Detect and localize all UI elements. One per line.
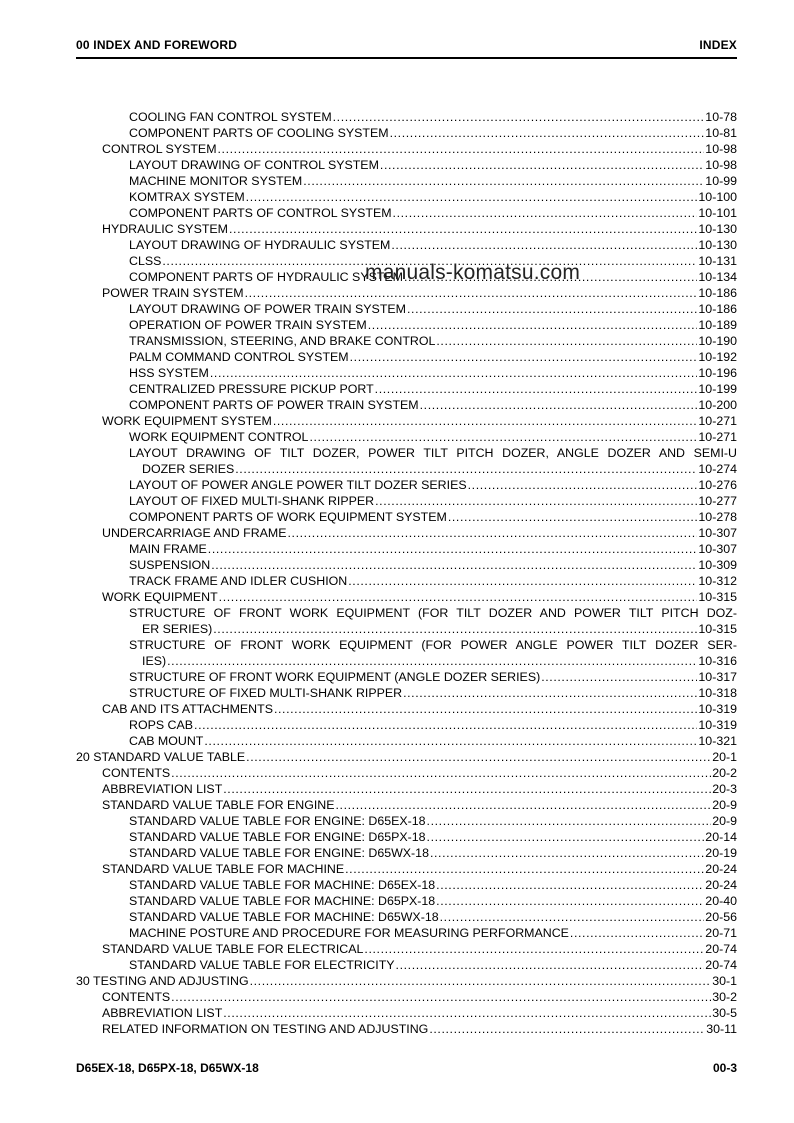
toc-entry[interactable] (76, 301, 737, 317)
toc-entry-title: MACHINE POSTURE AND PROCEDURE FOR MEASURING PERFORMANCE (129, 926, 569, 940)
toc-entry-title: COMPONENT PARTS OF COOLING SYSTEM (129, 126, 389, 140)
footer-models: D65EX-18, D65PX-18, D65WX-18 (76, 1061, 259, 1075)
dot-leader (245, 285, 698, 301)
toc-entry-page: 10-100 (698, 190, 737, 204)
toc-entry-page: 10-312 (698, 574, 737, 588)
toc-entry-title: COMPONENT PARTS OF POWER TRAIN SYSTEM (129, 398, 419, 412)
toc-entry-title: STANDARD VALUE TABLE FOR ENGINE: D65EX-18 (129, 814, 426, 828)
toc-entry-title: LAYOUT DRAWING OF TILT DOZER, POWER TILT PITCH DOZER, ANGLE DOZER AND SEMI-U (129, 446, 737, 460)
toc-entry-title: STANDARD VALUE TABLE FOR ENGINE (102, 798, 335, 812)
toc-entry-title: CAB AND ITS ATTACHMENTS (102, 702, 273, 716)
dot-leader (380, 157, 704, 173)
dot-leader (436, 333, 697, 349)
toc-entry-title: STRUCTURE OF FIXED MULTI-SHANK RIPPER (129, 686, 403, 700)
toc-entry-title: ROPS CAB (129, 718, 194, 732)
toc-entry-page: 10-200 (698, 398, 737, 412)
toc-entry[interactable] (76, 413, 737, 429)
toc-entry[interactable] (76, 557, 737, 573)
toc-entry-title: WORK EQUIPMENT (102, 590, 218, 604)
toc-entry[interactable] (76, 925, 737, 941)
dot-leader (274, 701, 697, 717)
toc-entry-title: ABBREVIATION LIST (102, 1006, 223, 1020)
toc-entry-title-continued: ER SERIES) (142, 622, 213, 636)
toc-entry-title-continued: IES) (142, 654, 167, 668)
toc-entry-title: CONTROL SYSTEM (102, 142, 217, 156)
toc-entry-page: 20-9 (712, 814, 737, 828)
toc-entry[interactable] (76, 429, 737, 445)
dot-leader (440, 909, 705, 925)
toc-entry[interactable] (76, 893, 737, 909)
dot-leader (246, 189, 698, 205)
toc-entry[interactable] (76, 733, 737, 749)
toc-entry-page: 20-24 (705, 862, 737, 876)
toc-entry[interactable] (76, 285, 737, 301)
toc-entry-page: 10-190 (698, 334, 737, 348)
toc-entry[interactable] (76, 685, 737, 701)
toc-entry-page: 20-9 (712, 798, 737, 812)
toc-entry[interactable] (76, 173, 737, 189)
dot-leader (309, 429, 697, 445)
dot-leader (208, 541, 698, 557)
page-footer (76, 1061, 737, 1077)
toc-entry[interactable] (76, 477, 737, 493)
toc-entry[interactable] (76, 141, 737, 157)
toc-entry-page: 10-81 (705, 126, 737, 140)
toc-entry-title: CLSS (129, 254, 162, 268)
toc-entry-title: LAYOUT DRAWING OF POWER TRAIN SYSTEM (129, 302, 406, 316)
toc-entry-page: 10-189 (698, 318, 737, 332)
toc-entry-page: 10-186 (698, 286, 737, 300)
dot-leader (427, 813, 712, 829)
toc-entry-page: 10-318 (698, 686, 737, 700)
toc-entry-title: CENTRALIZED PRESSURE PICKUP PORT (129, 382, 374, 396)
dot-leader (250, 973, 712, 989)
dot-leader (333, 109, 705, 125)
toc-entry-title: LAYOUT DRAWING OF HYDRAULIC SYSTEM (129, 238, 391, 252)
toc-entry-title: POWER TRAIN SYSTEM (102, 286, 244, 300)
toc-entry-title: STANDARD VALUE TABLE FOR ENGINE: D65WX-18 (129, 846, 429, 860)
toc-entry[interactable] (76, 845, 737, 861)
dot-leader (448, 509, 698, 525)
footer-page-number: 00-3 (712, 1061, 737, 1075)
toc-entry-page: 20-19 (705, 846, 737, 860)
table-of-contents (76, 109, 737, 1037)
toc-entry[interactable] (76, 973, 737, 989)
toc-entry-title: PALM COMMAND CONTROL SYSTEM (129, 350, 349, 364)
toc-entry[interactable] (76, 317, 737, 333)
dot-leader (375, 493, 697, 509)
toc-entry-page: 10-196 (698, 366, 737, 380)
toc-entry[interactable] (76, 637, 737, 669)
toc-entry-page: 20-74 (705, 958, 737, 972)
toc-entry-title: WORK EQUIPMENT CONTROL (129, 430, 309, 444)
toc-entry-page: 20-24 (705, 878, 737, 892)
toc-entry-title: STANDARD VALUE TABLE FOR MACHINE: D65WX-18 (129, 910, 439, 924)
dot-leader (336, 797, 712, 813)
toc-entry-title: COMPONENT PARTS OF HYDRAULIC SYSTEM (129, 270, 404, 284)
dot-leader (390, 125, 705, 141)
toc-entry-title: STRUCTURE OF FRONT WORK EQUIPMENT (ANGLE DOZER SERIES) (129, 670, 541, 684)
toc-entry[interactable] (76, 781, 737, 797)
toc-entry[interactable] (76, 813, 737, 829)
dot-leader (541, 669, 697, 685)
dot-leader (288, 525, 698, 541)
toc-entry-title: STANDARD VALUE TABLE FOR ENGINE: D65PX-18 (129, 830, 426, 844)
toc-entry-page: 20-56 (705, 910, 737, 924)
dot-leader (436, 877, 704, 893)
dot-leader (364, 941, 704, 957)
toc-entry[interactable] (76, 861, 737, 877)
toc-entry[interactable] (76, 221, 737, 237)
toc-entry[interactable] (76, 1005, 737, 1021)
toc-entry[interactable] (76, 125, 737, 141)
toc-entry-page: 10-271 (698, 414, 737, 428)
toc-entry-title: LAYOUT OF FIXED MULTI-SHANK RIPPER (129, 494, 375, 508)
toc-entry[interactable] (76, 365, 737, 381)
dot-leader (223, 781, 711, 797)
toc-entry-title: 30 TESTING AND ADJUSTING (76, 974, 249, 988)
dot-leader (246, 749, 711, 765)
toc-entry[interactable] (76, 381, 737, 397)
dot-leader (396, 957, 705, 973)
dot-leader (204, 733, 697, 749)
dot-leader (345, 861, 704, 877)
dot-leader (570, 925, 704, 941)
toc-entry[interactable] (76, 605, 737, 637)
toc-entry-page: 10-98 (705, 158, 737, 172)
toc-entry-title: STANDARD VALUE TABLE FOR MACHINE: D65EX-18 (129, 878, 436, 892)
toc-entry-title: UNDERCARRIAGE AND FRAME (102, 526, 287, 540)
toc-entry-continuation (129, 461, 737, 477)
toc-entry[interactable] (76, 909, 737, 925)
toc-entry-page: 10-98 (705, 142, 737, 156)
toc-entry[interactable] (76, 957, 737, 973)
toc-entry[interactable] (76, 189, 737, 205)
toc-entry[interactable] (76, 1021, 737, 1037)
toc-entry-title: TRANSMISSION, STEERING, AND BRAKE CONTROL (129, 334, 436, 348)
dot-leader (211, 557, 697, 573)
toc-entry-page: 10-99 (705, 174, 737, 188)
toc-entry-continuation (129, 653, 737, 669)
toc-entry-page: 20-2 (712, 766, 737, 780)
toc-entry-page: 30-2 (712, 990, 737, 1004)
toc-entry-page: 10-130 (698, 238, 737, 252)
toc-entry-page: 10-277 (698, 494, 737, 508)
toc-entry[interactable] (76, 205, 737, 221)
toc-entry[interactable] (76, 989, 737, 1005)
dot-leader (213, 621, 697, 637)
toc-entry-page: 10-278 (698, 510, 737, 524)
toc-entry-title: COMPONENT PARTS OF WORK EQUIPMENT SYSTEM (129, 510, 447, 524)
toc-entry-title: SUSPENSION (129, 558, 211, 572)
toc-entry-page: 10-307 (698, 526, 737, 540)
toc-entry-title: TRACK FRAME AND IDLER CUSHION (129, 574, 348, 588)
toc-entry-title-continued: DOZER SERIES (142, 462, 235, 476)
toc-entry-page: 10-130 (698, 222, 737, 236)
section-title: 00 INDEX AND FOREWORD (76, 38, 238, 52)
dot-leader (171, 765, 711, 781)
dot-leader (350, 349, 698, 365)
toc-entry-title: 20 STANDARD VALUE TABLE (76, 750, 246, 764)
page-header (76, 38, 737, 54)
toc-entry-page: 10-199 (698, 382, 737, 396)
toc-entry-page: 10-276 (698, 478, 737, 492)
toc-entry-page: 20-74 (705, 942, 737, 956)
toc-entry[interactable] (76, 669, 737, 685)
toc-entry[interactable] (76, 237, 737, 253)
toc-entry-page: 20-71 (705, 926, 737, 940)
toc-entry-title: ABBREVIATION LIST (102, 782, 223, 796)
dot-leader (229, 221, 697, 237)
toc-entry-title: STRUCTURE OF FRONT WORK EQUIPMENT (FOR POWER ANGLE POWER TILT DOZER SER- (129, 638, 737, 652)
dot-leader (167, 653, 697, 669)
toc-entry-continuation (129, 621, 737, 637)
toc-entry-page: 10-315 (698, 590, 737, 604)
toc-entry-page: 10-134 (698, 270, 737, 284)
toc-entry[interactable] (76, 445, 737, 477)
dot-leader (375, 381, 698, 397)
toc-entry-title: COOLING FAN CONTROL SYSTEM (129, 110, 332, 124)
toc-entry-page: 10-309 (698, 558, 737, 572)
dot-leader (273, 413, 698, 429)
dot-leader (210, 365, 698, 381)
toc-entry[interactable] (76, 589, 737, 605)
toc-entry-page: 10-316 (698, 654, 737, 668)
toc-entry[interactable] (76, 397, 737, 413)
toc-entry-page: 10-192 (698, 350, 737, 364)
dot-leader (303, 173, 704, 189)
toc-entry-page: 10-186 (698, 302, 737, 316)
toc-entry[interactable] (76, 749, 737, 765)
dot-leader (235, 461, 697, 477)
toc-entry-page: 30-11 (706, 1022, 737, 1036)
toc-entry[interactable] (76, 333, 737, 349)
toc-entry-title: LAYOUT DRAWING OF CONTROL SYSTEM (129, 158, 379, 172)
dot-leader (407, 301, 697, 317)
toc-entry[interactable] (76, 109, 737, 125)
toc-entry-title: KOMTRAX SYSTEM (129, 190, 245, 204)
dot-leader (194, 717, 697, 733)
toc-entry[interactable] (76, 797, 737, 813)
dot-leader (368, 317, 698, 333)
toc-entry[interactable] (76, 717, 737, 733)
toc-entry-page: 30-1 (712, 974, 737, 988)
toc-entry[interactable] (76, 541, 737, 557)
toc-entry[interactable] (76, 349, 737, 365)
toc-entry-page: 20-14 (705, 830, 737, 844)
toc-entry-title: MAIN FRAME (129, 542, 207, 556)
toc-entry-page: 10-101 (698, 206, 737, 220)
toc-entry-page: 10-321 (698, 734, 737, 748)
toc-entry-title: STANDARD VALUE TABLE FOR ELECTRICAL (102, 942, 364, 956)
dot-leader (436, 893, 704, 909)
dot-leader (420, 397, 698, 413)
toc-entry-page: 20-3 (712, 782, 737, 796)
dot-leader (219, 589, 698, 605)
toc-entry-title: HYDRAULIC SYSTEM (102, 222, 228, 236)
watermark-text: manuals-komatsu.com (365, 261, 581, 284)
dot-leader (218, 141, 705, 157)
dot-leader (430, 845, 704, 861)
toc-entry-page: 30-5 (712, 1006, 737, 1020)
toc-entry[interactable] (76, 829, 737, 845)
toc-entry[interactable] (76, 765, 737, 781)
toc-entry-page: 10-271 (698, 430, 737, 444)
toc-entry-title: STRUCTURE OF FRONT WORK EQUIPMENT (FOR TILT DOZER AND POWER TILT PITCH DOZ- (129, 606, 737, 620)
dot-leader (468, 477, 698, 493)
toc-entry[interactable] (76, 701, 737, 717)
toc-entry-title: LAYOUT OF POWER ANGLE POWER TILT DOZER SERIES (129, 478, 467, 492)
toc-entry-page: 10-307 (698, 542, 737, 556)
toc-entry-title: OPERATION OF POWER TRAIN SYSTEM (129, 318, 367, 332)
toc-entry[interactable] (76, 509, 737, 525)
toc-entry-title: WORK EQUIPMENT SYSTEM (102, 414, 272, 428)
toc-entry-title: STANDARD VALUE TABLE FOR ELECTRICITY (129, 958, 395, 972)
toc-entry[interactable] (76, 525, 737, 541)
toc-entry-page: 10-319 (698, 702, 737, 716)
toc-entry[interactable] (76, 493, 737, 509)
dot-leader (429, 1021, 705, 1037)
dot-leader (348, 573, 697, 589)
toc-entry-page: 10-319 (698, 718, 737, 732)
toc-entry-page: 10-315 (698, 622, 737, 636)
toc-entry-title: MACHINE MONITOR SYSTEM (129, 174, 303, 188)
toc-entry[interactable] (76, 573, 737, 589)
toc-entry-title: HSS SYSTEM (129, 366, 209, 380)
toc-entry-title: RELATED INFORMATION ON TESTING AND ADJUSTING (102, 1022, 429, 1036)
dot-leader (223, 1005, 711, 1021)
toc-entry-title: COMPONENT PARTS OF CONTROL SYSTEM (129, 206, 392, 220)
toc-entry-page: 20-1 (712, 750, 737, 764)
dot-leader (403, 685, 697, 701)
toc-entry[interactable] (76, 877, 737, 893)
toc-entry-page: 10-274 (698, 462, 737, 476)
toc-entry-title: CONTENTS (102, 990, 171, 1004)
dot-leader (171, 989, 711, 1005)
dot-leader (391, 237, 697, 253)
toc-entry-page: 10-317 (698, 670, 737, 684)
toc-entry-page: 10-78 (705, 110, 737, 124)
toc-entry-title: CONTENTS (102, 766, 171, 780)
dot-leader (393, 205, 698, 221)
header-rule (76, 57, 737, 59)
toc-entry[interactable] (76, 157, 737, 173)
toc-entry-title: CAB MOUNT (129, 734, 204, 748)
page-header-title: INDEX (699, 38, 737, 52)
toc-entry[interactable] (76, 941, 737, 957)
toc-entry-title: STANDARD VALUE TABLE FOR MACHINE: D65PX-18 (129, 894, 436, 908)
toc-entry-page: 10-131 (698, 254, 737, 268)
toc-entry-title: STANDARD VALUE TABLE FOR MACHINE (102, 862, 345, 876)
toc-entry-page: 20-40 (705, 894, 737, 908)
dot-leader (427, 829, 705, 845)
